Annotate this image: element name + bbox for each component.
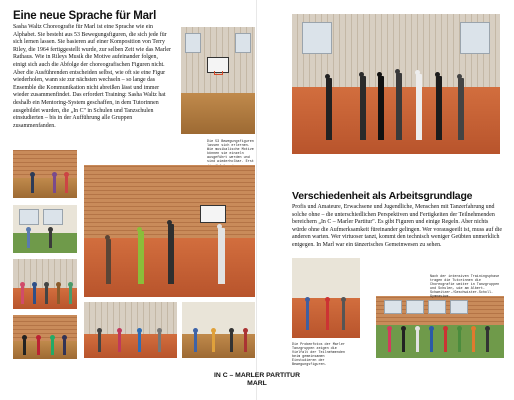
photo-thumb-1 (13, 150, 77, 198)
photo-thumb-2 (13, 205, 77, 253)
left-page-title: Eine neue Sprache für Marl (13, 10, 157, 22)
photo-rehearsal-small (182, 302, 255, 358)
page-gutter (256, 0, 257, 400)
photo-schoolyard (376, 296, 504, 358)
footer-title: IN C – MARLER PARTITUR (214, 372, 300, 379)
spread-footer (200, 372, 314, 388)
photo-rehearsal-large (84, 165, 255, 297)
photo-group-left (292, 258, 360, 338)
left-page-caption: Die 53 Bewegungsfiguren lassen sich erlernen. Wie musikalische Motive können sie einzeln ausgeführt werden und sind wiederholbar. Erst (207, 140, 254, 165)
right-page-title: Verschiedenheit als Arbeitsgrundlage (292, 190, 473, 202)
footer-subtitle: MARL (247, 380, 267, 387)
left-page-body: Sasha Waltz Choreografie für Marl ist eine Sprache wie ein Alphabet. Sie besteht aus 53 Bewegungsfiguren, die sich jede für sich lernen lassen. Sie basieren auf einer Komposition von Terry Riley, die 1964 fertiggestellt wurde, zur selben Zeit wie das Marler Rathaus. Wie in Rileys Musik die Motive aufeinander folgen, einigt sich auch die Abfolge der choreografischen Figuren nicht. Aber die Ausführenden entscheiden selbst, wie oft sie eine Figur wiederholen, wann sie zur nächsten wechseln – so lange das Ensemble die Kommunikation nicht abreißen lässt und immer wieder zusammenfindet. Das erfordert Training: Sasha Waltz hat deshalb ein Mentoring-System geschaffen, in dem Tutorinnen ausgebildet wurden, die „In C" in Schulen und Tanzschulen einstudierten – bis in der Aufführung alle Gruppen zusammenfanden. (13, 24, 171, 129)
photo-gym-hoop (181, 27, 255, 134)
photo-rehearsal-medium (84, 302, 177, 358)
right-page-caption: Nach der intensiven Trainingsphase tragen die Tutorinnen die Choreografie weiter in Tanzgruppen und Schulen, wie am Albert-Schweitzer-/Geschwister-Scholl-Gymnasium. (430, 275, 500, 300)
right-page-body: Profis und Amateure, Erwachsene und Jugendliche, Menschen mit Tanzerfahrung und solche ohne – die unterschiedlichen Perspektiven und Fertigkeiten der Teilnehmenden bereichern „In C – Marler Partitur". Es gibt Figuren und einige Regeln. Aber nichts würde ohne die Aufmerksamkeit füreinander gelingen. Wer vorausgeeilt ist, muss auf die anderen warten. Wer virtuoser tanzt, kommt den technisch weniger Geübten unmerklich entgegen. In Marl war ein tänzerisches Gemeinwesen zu sehen. (292, 204, 502, 248)
photo-ensemble-hall (292, 14, 500, 154)
photo-thumb-4 (13, 315, 77, 359)
photo-thumb-3 (13, 259, 77, 309)
right-page-caption-bottom: Die Probenfotos der Marler Tanzgruppen zeigen die Vielfalt der Teilnehmenden beim gemeinsamen Einstudieren der Bewegungsfiguren. (292, 343, 345, 368)
